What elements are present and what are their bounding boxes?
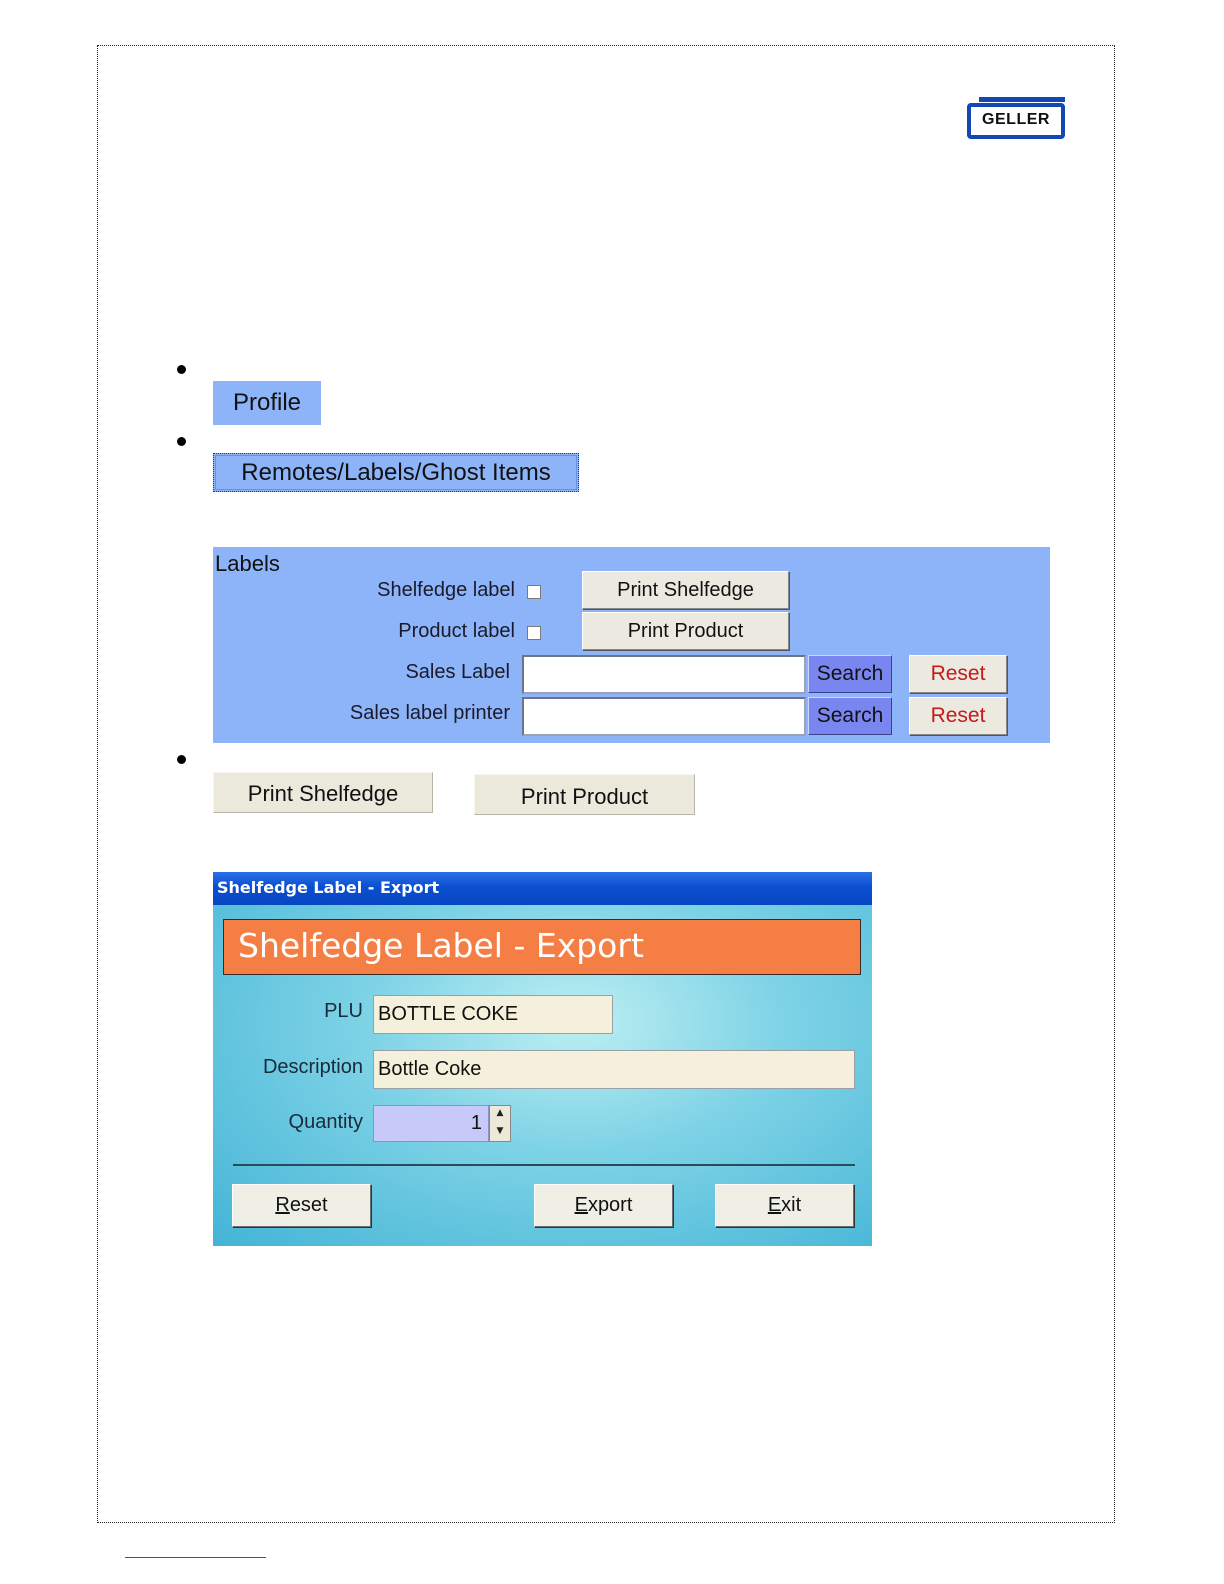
window-separator (233, 1164, 855, 1166)
plu-field[interactable]: BOTTLE COKE (373, 995, 613, 1034)
reset-mnemonic: R (275, 1194, 290, 1216)
window-exit-button[interactable] (715, 1184, 854, 1227)
export-banner (223, 919, 861, 975)
sales-label-printer-caption: Sales label printer (349, 702, 510, 724)
quantity-stepper[interactable] (489, 1105, 511, 1142)
product-label-caption: Product label (398, 620, 515, 642)
bullet-3 (177, 755, 186, 764)
print-product-button[interactable]: Print Product (582, 612, 789, 650)
logo-text: GELLER (982, 111, 1050, 128)
shelfedge-label-caption: Shelfedge label (377, 579, 515, 601)
shelfedge-label-checkbox[interactable] (527, 585, 541, 599)
window-export-button[interactable] (534, 1184, 673, 1227)
labels-panel-title: Labels (215, 551, 280, 576)
sales-label-printer-reset-button[interactable]: Reset (909, 697, 1007, 735)
description-label: Description (262, 1056, 363, 1078)
plu-label: PLU (324, 1000, 363, 1022)
stepper-down-icon[interactable]: ▼ (496, 1125, 504, 1136)
sales-label-printer-input[interactable] (522, 697, 806, 736)
sales-label-caption: Sales Label (405, 661, 510, 683)
bullet-1 (177, 365, 186, 374)
window-titlebar[interactable] (213, 872, 872, 905)
shelfedge-export-window (213, 872, 872, 1246)
print-shelfedge-button[interactable]: Print Shelfedge (582, 571, 789, 609)
quantity-label: Quantity (288, 1111, 363, 1133)
tab-remotes-labels-ghost-items[interactable]: Remotes/Labels/Ghost Items (213, 453, 579, 492)
sales-label-input[interactable] (522, 655, 806, 694)
tab-profile[interactable]: Profile (213, 381, 321, 425)
description-field[interactable]: Bottle Coke (373, 1050, 855, 1089)
standalone-print-shelfedge-button[interactable]: Print Shelfedge (213, 772, 433, 813)
labels-panel (213, 547, 1050, 743)
logo-box (967, 103, 1065, 139)
stepper-up-icon[interactable]: ▲ (496, 1108, 504, 1118)
sales-label-reset-button[interactable]: Reset (909, 655, 1007, 693)
product-label-checkbox[interactable] (527, 626, 541, 640)
export-mnemonic: E (574, 1194, 588, 1216)
exit-label-rest: xit (781, 1194, 802, 1216)
standalone-print-product-button[interactable]: Print Product (474, 774, 695, 815)
exit-mnemonic: E (767, 1194, 782, 1216)
logo-top-bar (979, 97, 1065, 102)
export-banner-text: Shelfedge Label - Export (238, 926, 644, 965)
window-reset-button[interactable] (232, 1184, 371, 1227)
reset-label-rest: eset (289, 1194, 328, 1216)
footer-line (125, 1557, 266, 1558)
export-label-rest: xport (587, 1194, 633, 1216)
sales-label-printer-search-button[interactable]: Search (808, 697, 892, 735)
sales-label-search-button[interactable]: Search (808, 655, 892, 693)
geller-logo (967, 97, 1065, 139)
window-title: Shelfedge Label - Export (217, 878, 440, 897)
quantity-field[interactable]: 1 (373, 1105, 489, 1142)
bullet-2 (177, 437, 186, 446)
